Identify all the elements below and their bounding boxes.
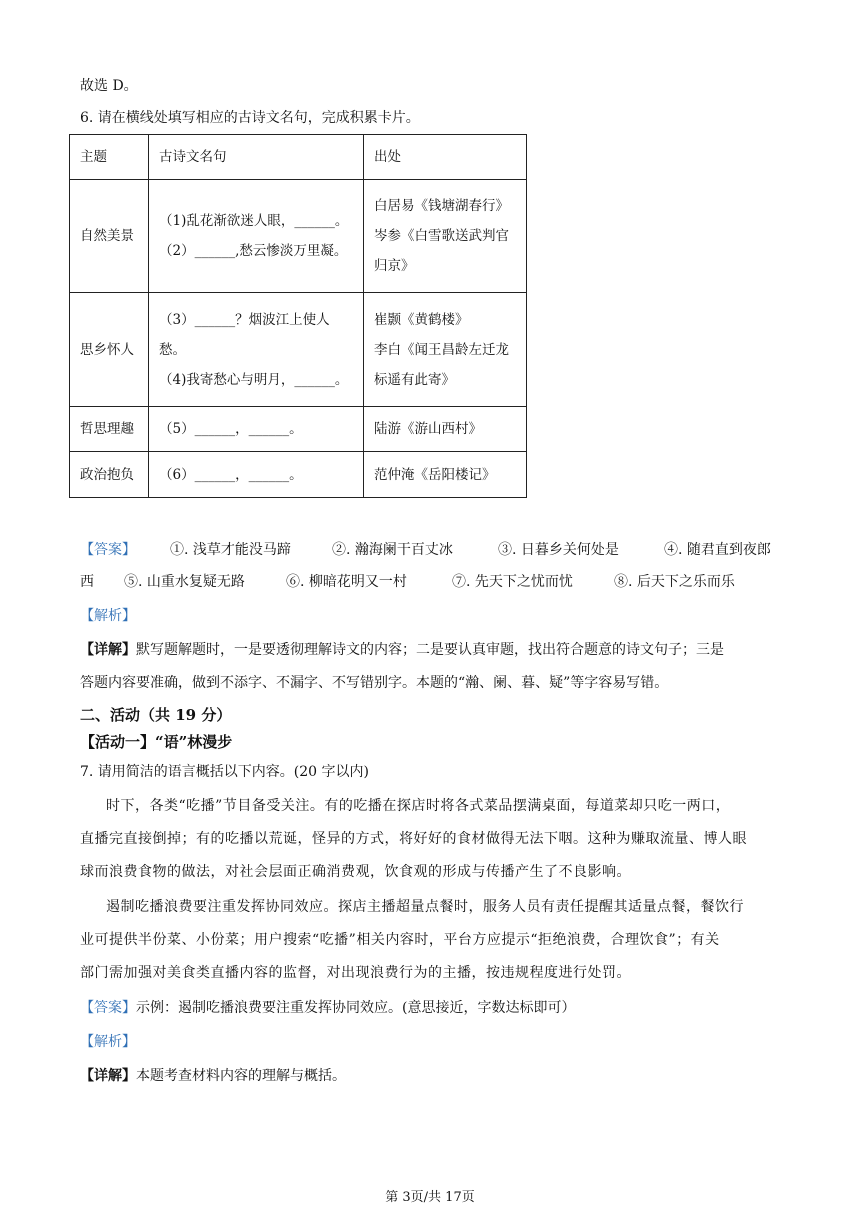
poem-line: 愁。	[159, 341, 186, 358]
answer-item: ④. 随君直到夜郎	[664, 542, 771, 558]
answer-item: ⑧. 后天下之乐而乐	[614, 574, 735, 590]
activity-title: 【活动一】“语”林漫步	[80, 733, 233, 751]
q6-answer-row-2	[80, 572, 780, 592]
poem-line: （5）______，______。	[159, 421, 303, 437]
poem-line: （1)乱花渐欲迷人眼，______。	[159, 213, 349, 229]
table-header-row	[70, 135, 527, 180]
poem-line: （4)我寄愁心与明月，______。	[159, 371, 349, 388]
passage-line: 遏制吃播浪费要注重发挥协同效应。探店主播超量点餐时，服务人员有责任提醒其适量点餐，餐饮行	[106, 899, 744, 915]
passage-line: 直播完直接倒掉；有的吃播以荒诞，怪异的方式，将好好的食材做得无法下咽。这种为赚取流量、博人眼	[80, 831, 747, 847]
q6-prompt: 6. 请在横线处填写相应的古诗文名句，完成积累卡片。	[80, 110, 420, 126]
q6-detail-line-2: 答题内容要准确，做到不添字、不漏字、不写错别字。本题的“瀚、阑、暮、疑”等字容易写错。	[80, 675, 669, 691]
answer-label: 【答案】	[80, 542, 136, 558]
table-row	[70, 452, 527, 498]
poem-cell	[149, 407, 364, 452]
answer-item: ⑤. 山重水复疑无路	[124, 574, 245, 590]
q7-analysis-label: 【解析】	[80, 1034, 136, 1050]
q7-prompt: 7. 请用简洁的语言概括以下内容。(20 字以内)	[80, 764, 369, 780]
q6-answer-row	[80, 540, 780, 560]
poem-cell	[149, 293, 364, 407]
answer-item: ⑦. 先天下之忧而忧	[452, 574, 573, 590]
answer-text: 示例：遏制吃播浪费要注重发挥协同效应。(意思接近，字数达标即可）	[136, 1000, 576, 1016]
source-line: 标遥有此寄》	[374, 371, 455, 388]
q7-detail-line	[80, 1066, 346, 1086]
header-source: 出处	[364, 135, 527, 180]
q6-analysis-label: 【解析】	[80, 608, 136, 624]
source-line: 李白《闻王昌龄左迁龙	[374, 341, 509, 358]
table-row	[70, 293, 527, 407]
passage-line: 球而浪费食物的做法，对社会层面正确消费观，饮食观的形成与传播产生了不良影响。	[80, 864, 631, 880]
answer-item: ②. 瀚海阑干百丈冰	[332, 542, 453, 558]
answer-item: ③. 日暮乡关何处是	[498, 542, 619, 558]
header-theme: 主题	[70, 135, 149, 180]
detail-text: 默写题解题时，一是要透彻理解诗文的内容；二是要认真审题，找出符合题意的诗文句子；三是	[136, 642, 724, 658]
page-footer: 第 3页/共 17页	[385, 1190, 475, 1205]
source-cell	[364, 293, 527, 407]
theme-cell: 政治抱负	[70, 452, 149, 498]
poem-line: （3）______？烟波江上使人	[159, 311, 330, 328]
detail-label: 【详解】	[80, 642, 136, 658]
poem-line: （2）______,愁云惨淡万里凝。	[159, 243, 348, 259]
source-line: 白居易《钱塘湖春行》	[374, 198, 509, 214]
source-line: 陆游《游山西村》	[374, 421, 482, 437]
theme-cell: 思乡怀人	[70, 293, 149, 407]
table-row	[70, 180, 527, 293]
table-row	[70, 407, 527, 452]
source-cell	[364, 180, 527, 293]
q7-answer-line	[80, 998, 575, 1018]
source-cell	[364, 407, 527, 452]
q6-detail-line-1	[80, 640, 724, 660]
poem-cell	[149, 180, 364, 293]
passage-line: 时下，各类“吃播”节目备受关注。有的吃播在探店时将各式菜品摆满桌面，每道菜却只吃一两口，	[106, 798, 731, 814]
theme-cell: 自然美景	[70, 180, 149, 293]
passage-line: 业可提供半份菜、小份菜；用户搜索“吃播”相关内容时，平台方应提示“拒绝浪费，合理饮食”；有关	[80, 932, 720, 948]
intro-line: 故选 D。	[80, 78, 138, 94]
source-line: 崔颢《黄鹤楼》	[374, 311, 469, 328]
header-poem: 古诗文名句	[149, 135, 364, 180]
source-line: 岑参《白雪歌送武判官	[374, 228, 509, 244]
source-line: 范仲淹《岳阳楼记》	[374, 466, 496, 483]
accumulation-card-table	[69, 134, 527, 498]
answer-item: ①. 浅草才能没马蹄	[170, 542, 291, 558]
answer-item: ⑥. 柳暗花明又一村	[286, 574, 407, 590]
source-cell	[364, 452, 527, 498]
passage-line: 部门需加强对美食类直播内容的监督，对出现浪费行为的主播，按违规程度进行处罚。	[80, 965, 631, 981]
detail-text: 本题考查材料内容的理解与概括。	[136, 1068, 346, 1084]
answer-item: 西	[80, 574, 94, 590]
answer-label: 【答案】	[80, 1000, 136, 1016]
poem-line: （6）______，______。	[159, 466, 303, 483]
detail-label: 【详解】	[80, 1068, 136, 1084]
poem-cell	[149, 452, 364, 498]
section-title: 二、活动（共 19 分）	[80, 706, 232, 724]
source-line: 归京》	[374, 258, 415, 274]
theme-cell: 哲思理趣	[70, 407, 149, 452]
